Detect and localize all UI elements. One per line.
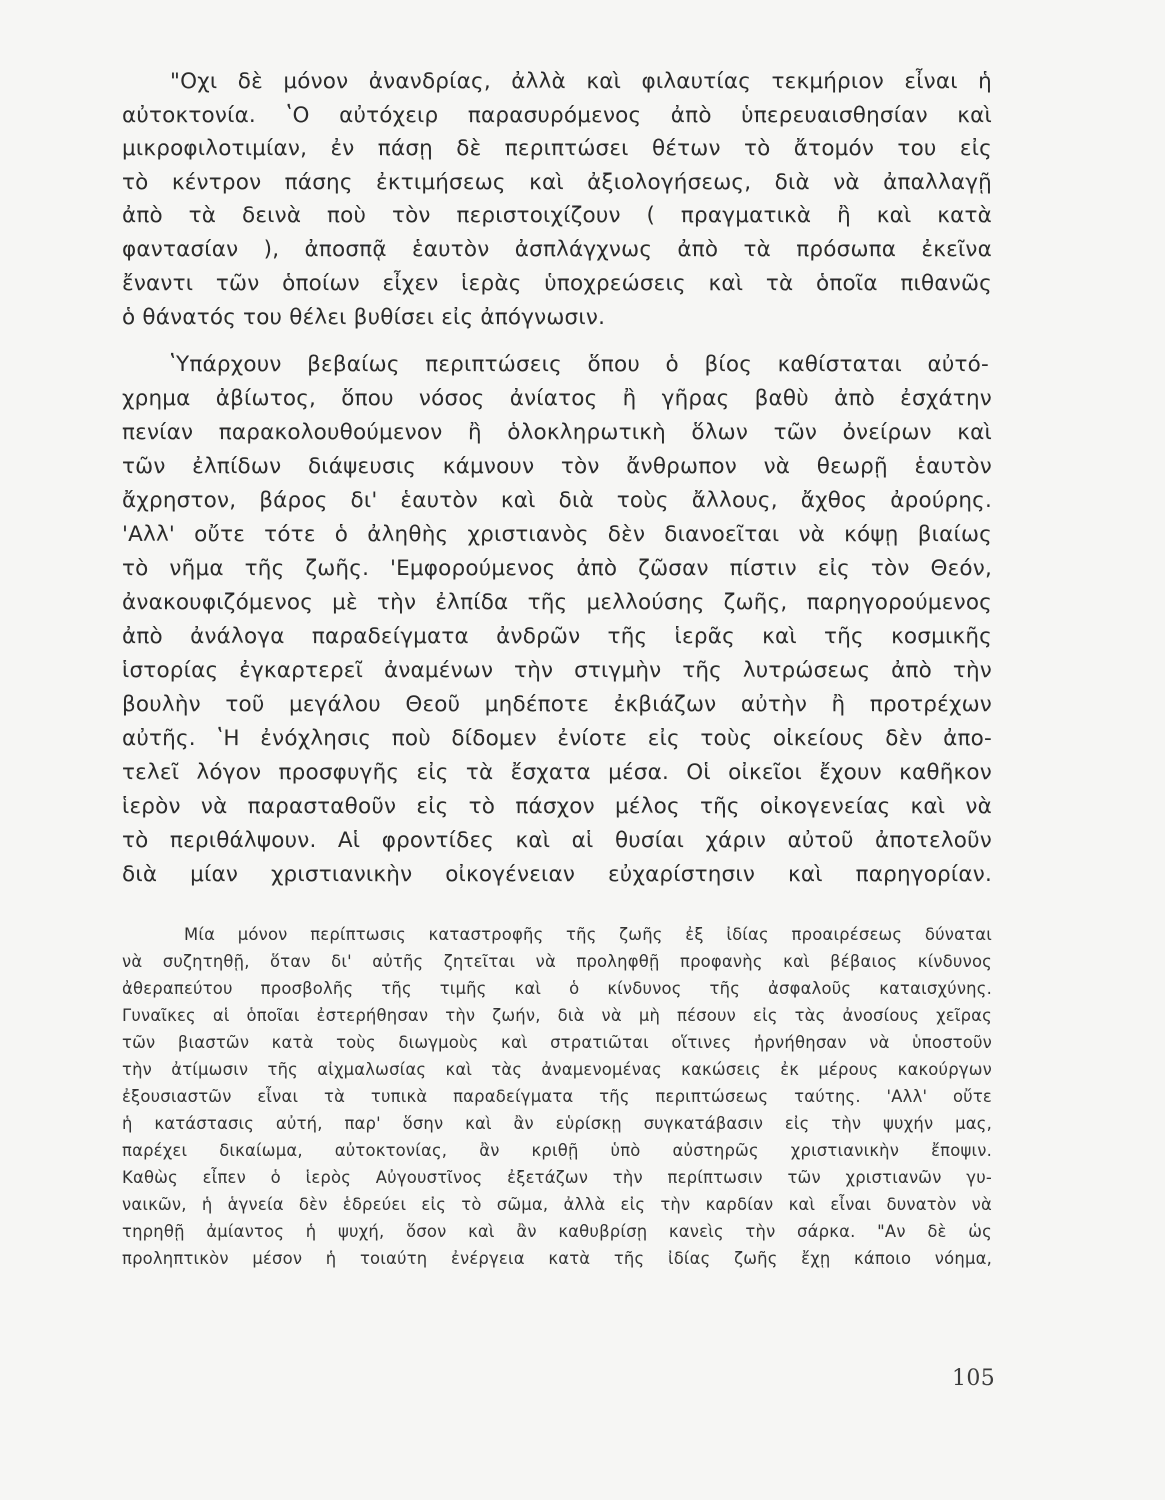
main-text-line: χρημα ἀβίωτος, ὅπου νόσος ἀνίατος ἢ γῆρας βαθὺ ἀπὸ ἐσχάτην: [122, 386, 992, 411]
main-text-line: ἄχρηστον, βάρος δι' ἑαυτὸν καὶ διὰ τοὺς ἄλλους, ἄχθος ἀρούρης.: [122, 488, 992, 513]
note-text-line: τηρηθῇ ἀμίαντος ἡ ψυχή, ὅσον καὶ ἂν καθυβρίσῃ κανεὶς τὴν σάρκα. "Αν δὲ ὡς: [122, 1222, 992, 1241]
main-text-line: μικροφιλοτιμίαν, ἐν πάσῃ δὲ περιπτώσει θέτων τὸ ἄτομόν του εἰς: [122, 136, 992, 161]
main-text-line: πενίαν παρακολουθούμενον ἢ ὁλοκληρωτικὴ ὅλων τῶν ὀνείρων καὶ: [122, 420, 992, 445]
main-text-line: ἀπὸ ἀνάλογα παραδείγματα ἀνδρῶν τῆς ἱερᾶς καὶ τῆς κοσμικῆς: [122, 624, 992, 649]
main-text-line: ʽΥπάρχουν βεβαίως περιπτώσεις ὅπου ὁ βίος καθίσταται αὐτό-: [169, 352, 989, 377]
main-text-line: τελεῖ λόγον προσφυγῆς εἰς τὰ ἔσχατα μέσα. Οἱ οἰκεῖοι ἔχουν καθῆκον: [122, 760, 992, 785]
note-text-line: τῶν βιαστῶν κατὰ τοὺς διωγμοὺς καὶ στρατιῶται οἵτινες ἠρνήθησαν νὰ ὑποστοῦν: [122, 1033, 992, 1052]
main-text-line: ἱστορίας ἐγκαρτερεῖ ἀναμένων τὴν στιγμὴν τῆς λυτρώσεως ἀπὸ τὴν: [122, 658, 992, 683]
main-text-line: ἱερὸν νὰ παρασταθοῦν εἰς τὸ πάσχον μέλος τῆς οἰκογενείας καὶ νὰ: [122, 794, 992, 819]
page-number: 105: [952, 1366, 996, 1391]
note-text-line: παρέχει δικαίωμα, αὐτοκτονίας, ἂν κριθῇ ὑπὸ αὐστηρῶς χριστιανικὴν ἔποψιν.: [122, 1141, 992, 1160]
note-text-line: ἀθεραπεύτου προσβολῆς τῆς τιμῆς καὶ ὁ κίνδυνος τῆς ἀσφαλοῦς καταισχύνης.: [122, 979, 992, 998]
note-text-line: Καθὼς εἶπεν ὁ ἱερὸς Αὐγουστῖνος ἐξετάζων τὴν περίπτωσιν τῶν χριστιανῶν γυ-: [122, 1168, 992, 1187]
main-text-line: ἔναντι τῶν ὁποίων εἶχεν ἱερὰς ὑποχρεώσεις καὶ τὰ ὁποῖα πιθανῶς: [122, 271, 992, 296]
note-text-line: Μία μόνον περίπτωσις καταστροφῆς τῆς ζωῆς ἐξ ἰδίας προαιρέσεως δύναται: [184, 925, 992, 944]
note-text-line: προληπτικὸν μέσον ἡ τοιαύτη ἐνέργεια κατὰ τῆς ἰδίας ζωῆς ἔχῃ κάποιο νόημα,: [122, 1249, 992, 1268]
main-text-line: βουλὴν τοῦ μεγάλου Θεοῦ μηδέποτε ἐκβιάζων αὐτὴν ἢ προτρέχων: [122, 692, 992, 717]
main-text-line: αὐτῆς. ʽΗ ἐνόχλησις ποὺ δίδομεν ἐνίοτε εἰς τοὺς οἰκείους δὲν ἀπο-: [122, 726, 992, 751]
main-text-line: ἀπὸ τὰ δεινὰ ποὺ τὸν περιστοιχίζουν ( πραγματικὰ ἢ καὶ κατὰ: [122, 203, 992, 228]
main-text-line: ὁ θάνατός του θέλει βυθίσει εἰς ἀπόγνωσιν.: [122, 305, 606, 330]
main-text-line: ἀνακουφιζόμενος μὲ τὴν ἐλπίδα τῆς μελλούσης ζωῆς, παρηγορούμενος: [122, 590, 992, 615]
main-text-line: τὸ νῆμα τῆς ζωῆς. 'Εμφορούμενος ἀπὸ ζῶσαν πίστιν εἰς τὸν Θεόν,: [122, 556, 992, 581]
note-text-line: Γυναῖκες αἱ ὁποῖαι ἐστερήθησαν τὴν ζωήν, διὰ νὰ μὴ πέσουν εἰς τὰς ἀνοσίους χεῖρας: [122, 1006, 992, 1025]
main-text-line: διὰ μίαν χριστιανικὴν οἰκογένειαν εὐχαρίστησιν καὶ παρηγορίαν.: [122, 862, 992, 887]
note-text-line: ναικῶν, ἡ ἁγνεία δὲν ἑδρεύει εἰς τὸ σῶμα, ἀλλὰ εἰς τὴν καρδίαν καὶ εἶναι δυνατὸν νὰ: [122, 1195, 992, 1214]
main-text-line: τὸ περιθάλψουν. Αἱ φροντίδες καὶ αἱ θυσίαι χάριν αὐτοῦ ἀποτελοῦν: [122, 828, 992, 853]
main-text-line: τῶν ἐλπίδων διάψευσις κάμνουν τὸν ἄνθρωπον νὰ θεωρῇ ἑαυτὸν: [122, 454, 992, 479]
main-text-line: τὸ κέντρον πάσης ἐκτιμήσεως καὶ ἀξιολογήσεως, διὰ νὰ ἀπαλλαγῇ: [122, 170, 992, 195]
main-text-line: φαντασίαν ), ἀποσπᾷ ἑαυτὸν ἀσπλάγχνως ἀπὸ τὰ πρόσωπα ἐκεῖνα: [122, 237, 992, 262]
note-text-line: ἐξουσιαστῶν εἶναι τὰ τυπικὰ παραδείγματα τῆς περιπτώσεως ταύτης. 'Αλλ' οὔτε: [122, 1087, 992, 1106]
main-text-line: αὐτοκτονία. ʽΟ αὐτόχειρ παρασυρόμενος ἀπὸ ὑπερευαισθησίαν καὶ: [122, 103, 992, 128]
note-text-line: νὰ συζητηθῇ, ὅταν δι' αὐτῆς ζητεῖται νὰ προληφθῇ προφανὴς καὶ βέβαιος κίνδυνος: [122, 952, 992, 971]
note-text-line: ἡ κατάστασις αὐτή, παρ' ὅσην καὶ ἂν εὑρίσκῃ συγκατάβασιν εἰς τὴν ψυχήν μας,: [122, 1114, 992, 1133]
note-text-line: τὴν ἀτίμωσιν τῆς αἰχμαλωσίας καὶ τὰς ἀναμενομένας κακώσεις ἐκ μέρους κακούργων: [122, 1060, 992, 1079]
main-text-line: 'Αλλ' οὔτε τότε ὁ ἀληθὴς χριστιανὸς δὲν διανοεῖται νὰ κόψῃ βιαίως: [122, 522, 992, 547]
main-text-line: "Οχι δὲ μόνον ἀνανδρίας, ἀλλὰ καὶ φιλαυτίας τεκμήριον εἶναι ἡ: [170, 69, 992, 94]
